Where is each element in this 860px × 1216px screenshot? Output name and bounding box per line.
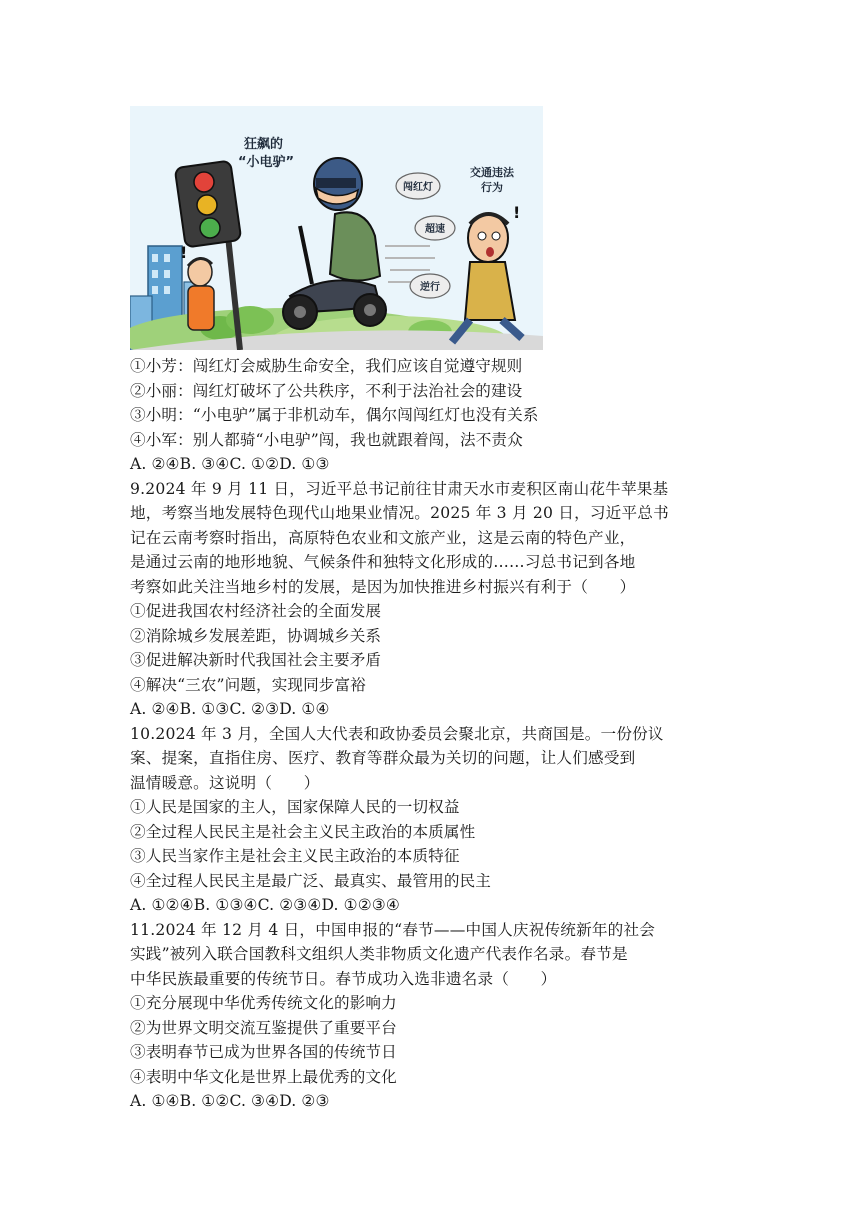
- question-stem-line: 地，考察当地发展特色现代山地果业情况。2025 年 3 月 20 日，习近平总书: [130, 504, 669, 522]
- svg-text:超速: 超速: [425, 224, 445, 235]
- question-11: [130, 918, 740, 1114]
- question-10: [130, 722, 740, 918]
- option-line: ②小丽：闯红灯破坏了公共秩序，不利于法治社会的建设: [130, 381, 523, 400]
- question-stem-line: 11.2024 年 12 月 4 日，中国申报的“春节——中国人庆祝传统新年的社会: [130, 920, 656, 939]
- question-9: [130, 477, 740, 722]
- option-line: ①人民是国家的主人，国家保障人民的一切权益: [130, 798, 460, 816]
- question-stem-line: 案、提案，直指住房、医疗、教育等群众最为关切的问题，让人们感受到: [130, 749, 636, 767]
- svg-text:闯红灯: 闯红灯: [403, 182, 433, 193]
- violation-caption-line2: 行为: [481, 181, 503, 194]
- option-line: ④表明中华文化是世界上最优秀的文化: [130, 1067, 397, 1086]
- answer-choices: A. ②④B. ③④C. ①②D. ①③: [130, 455, 330, 473]
- option-line: ③表明春节已成为世界各国的传统节日: [130, 1043, 397, 1061]
- vehicle-caption-line1: 狂飙的: [244, 137, 284, 152]
- question-stem-line: 温情暖意。这说明（ ）: [130, 773, 320, 792]
- red-light-bubble: [396, 173, 440, 199]
- svg-text:逆行: 逆行: [420, 282, 440, 293]
- answer-choices: A. ②④B. ①③C. ②③D. ①④: [130, 700, 330, 718]
- option-line: ③人民当家作主是社会主义民主政治的本质特征: [130, 847, 460, 865]
- option-line: ②为世界文明交流互鉴提供了重要平台: [130, 1018, 397, 1037]
- question-stem-line: 9.2024 年 9 月 11 日，习近平总书记前往甘肃天水市麦积区南山花牛苹果基: [130, 479, 669, 498]
- option-line: ④解决“三农”问题，实现同步富裕: [130, 675, 366, 694]
- option-line: ②全过程人民民主是社会主义民主政治的本质属性: [130, 822, 476, 841]
- violation-caption-line1: 交通违法: [470, 166, 514, 179]
- question-stem-line: 实践”被列入联合国教科文组织人类非物质文化遗产代表作名录。春节是: [130, 945, 628, 963]
- question-stem-line: 考察如此关注当地乡村的发展，是因为加快推进乡村振兴有利于（ ）: [130, 577, 636, 596]
- wrong-way-bubble: [410, 274, 450, 298]
- option-line: ①小芳：闯红灯会威胁生命安全，我们应该自觉遵守规则: [130, 357, 523, 375]
- vehicle-caption-line2: “小电驴”: [238, 155, 295, 170]
- answer-choices: A. ①④B. ①②C. ③④D. ②③: [130, 1092, 330, 1110]
- speeding-bubble: [415, 216, 455, 240]
- question-stem-line: 中华民族最重要的传统节日。春节成功入选非遗名录（ ）: [130, 969, 557, 988]
- option-line: ①充分展现中华优秀传统文化的影响力: [130, 994, 397, 1012]
- traffic-cartoon-image: [130, 106, 543, 350]
- option-line: ④小军：别人都骑“小电驴”闯，我也就跟着闯，法不责众: [130, 430, 523, 449]
- svg-text:!: !: [180, 243, 188, 262]
- question-text-block: [130, 354, 740, 1114]
- option-line: ①促进我国农村经济社会的全面发展: [130, 602, 382, 620]
- question-stem-line: 10.2024 年 3 月，全国人大代表和政协委员会聚北京，共商国是。一份份议: [130, 724, 664, 743]
- question-stem-line: 是通过云南的地形地貌、气候条件和独特文化形成的……习总书记到各地: [130, 553, 636, 571]
- question-8: [130, 354, 740, 477]
- answer-choices: A. ①②④B. ①③④C. ②③④D. ①②③④: [130, 896, 400, 914]
- option-line: ③促进解决新时代我国社会主要矛盾: [130, 651, 382, 669]
- cartoon-illustration: [130, 106, 543, 350]
- question-stem-line: 记在云南考察时指出，高原特色农业和文旅产业，这是云南的特色产业，: [130, 528, 636, 547]
- option-line: ②消除城乡发展差距，协调城乡关系: [130, 626, 382, 645]
- svg-text:!: !: [513, 203, 521, 222]
- option-line: ④全过程人民民主是最广泛、最真实、最管用的民主: [130, 871, 491, 890]
- option-line: ③小明：“小电驴”属于非机动车，偶尔闯闯红灯也没有关系: [130, 406, 539, 424]
